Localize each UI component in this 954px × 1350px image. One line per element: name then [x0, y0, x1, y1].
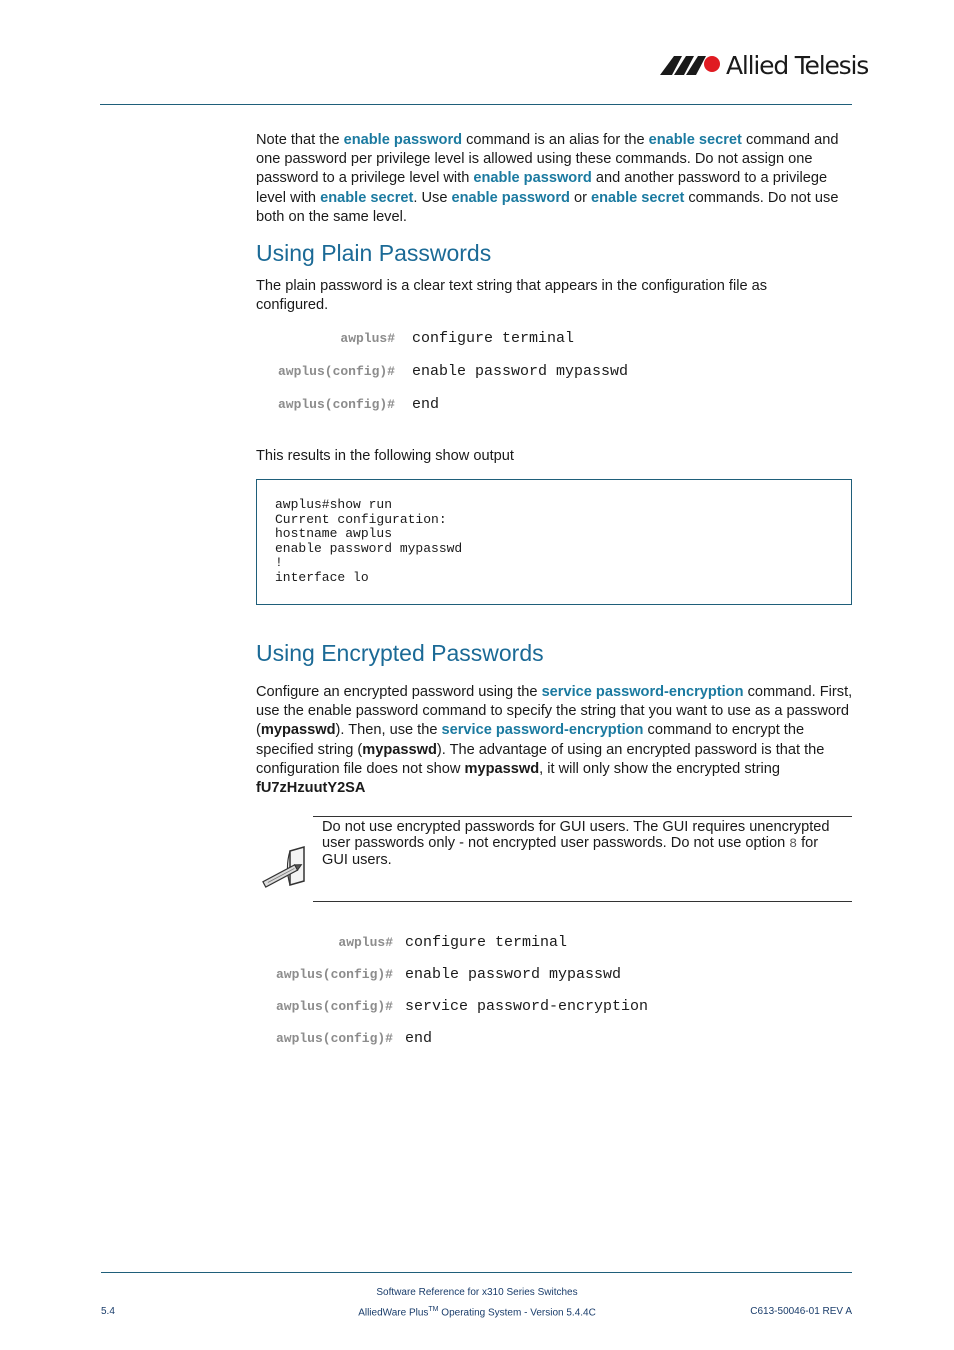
note-top-rule: [313, 816, 852, 817]
output-line: interface lo: [275, 569, 369, 585]
command-prompt: awplus(config)#: [277, 364, 395, 379]
command-text: configure terminal: [412, 330, 575, 347]
footer-page-number: 5.4: [101, 1306, 115, 1317]
output-line: enable password mypasswd: [275, 540, 463, 556]
command-prompt: awplus#: [338, 935, 393, 950]
command-text: enable password mypasswd: [412, 363, 629, 380]
link-enable-password[interactable]: enable password: [343, 132, 463, 148]
note-text: Do not use encrypted passwords for GUI users. The GUI requires unencrypted user passwords only - not encrypted user passwords. Do not use option 8 for GUI users.: [322, 819, 830, 868]
note-icon: [260, 845, 310, 894]
command-prompt: awplus(config)#: [275, 967, 393, 982]
command-prompt: awplus(config)#: [275, 999, 393, 1014]
allied-telesis-logo: [660, 50, 868, 80]
link-enable-secret[interactable]: enable secret: [648, 132, 742, 148]
command-prompt: awplus(config)#: [277, 397, 395, 412]
result-label: This results in the following show output: [256, 448, 514, 464]
command-text: enable password mypasswd: [405, 966, 622, 983]
footer-rule: [101, 1272, 852, 1273]
note-bottom-rule: [313, 901, 852, 902]
output-line: awplus#show run: [275, 497, 393, 512]
show-output-box: [256, 479, 852, 605]
output-line: Current configuration:: [275, 511, 447, 527]
command-text: service password-encryption: [405, 998, 649, 1015]
heading-plain-passwords: Using Plain Passwords: [256, 240, 492, 266]
command-text: end: [405, 1030, 433, 1047]
encrypted-description: Configure an encrypted password using the service password-encryption command. First, use the enable password command to specify the string that you want to use as a password (mypasswd). Then, use the service password-encryption command to encrypt the specified string (mypasswd). The advantage of using an encrypted password is that the configuration file does not show mypasswd, it will only show the encrypted string fU7zHzuutY2SA: [256, 684, 853, 797]
encrypted-string: fU7zHzuutY2SA: [256, 780, 366, 797]
footer-title: Software Reference for x310 Series Switches: [376, 1287, 578, 1298]
output-line: hostname awplus: [275, 526, 393, 541]
link-enable-password[interactable]: enable password: [473, 170, 592, 187]
link-enable-secret[interactable]: enable secret: [320, 189, 414, 206]
command-prompt: awplus#: [340, 331, 395, 346]
brand-name: Allied Telesis: [726, 50, 869, 80]
footer-product: AlliedWare Plus™ Operating System - Version 5.4.4C: [358, 1306, 596, 1319]
header-rule: [100, 104, 852, 105]
output-line: !: [275, 555, 283, 570]
footer-doc-number: C613-50046-01 REV A: [750, 1306, 852, 1317]
intro-paragraph: Note that the enable password command is an alias for the enable secret command and one password per privilege level is allowed using these commands. Do not assign one password to a privilege level with enable password and another password to a privilege level with enable secret. Use enable password or enable secret commands. Do not use both on the same level.: [256, 132, 839, 225]
command-text: configure terminal: [405, 934, 568, 951]
allied-telesis-logo-icon: [660, 54, 722, 76]
link-service-password-encryption[interactable]: service password-encryption: [441, 722, 644, 739]
link-enable-secret[interactable]: enable secret: [591, 189, 685, 206]
command-text: end: [412, 396, 440, 413]
link-enable-password[interactable]: enable password: [451, 189, 570, 206]
plain-description: The plain password is a clear text string that appears in the configuration file as configured.: [256, 278, 768, 314]
command-prompt: awplus(config)#: [275, 1031, 393, 1046]
link-service-password-encryption[interactable]: service password-encryption: [541, 684, 744, 700]
heading-encrypted-passwords: Using Encrypted Passwords: [256, 640, 544, 666]
